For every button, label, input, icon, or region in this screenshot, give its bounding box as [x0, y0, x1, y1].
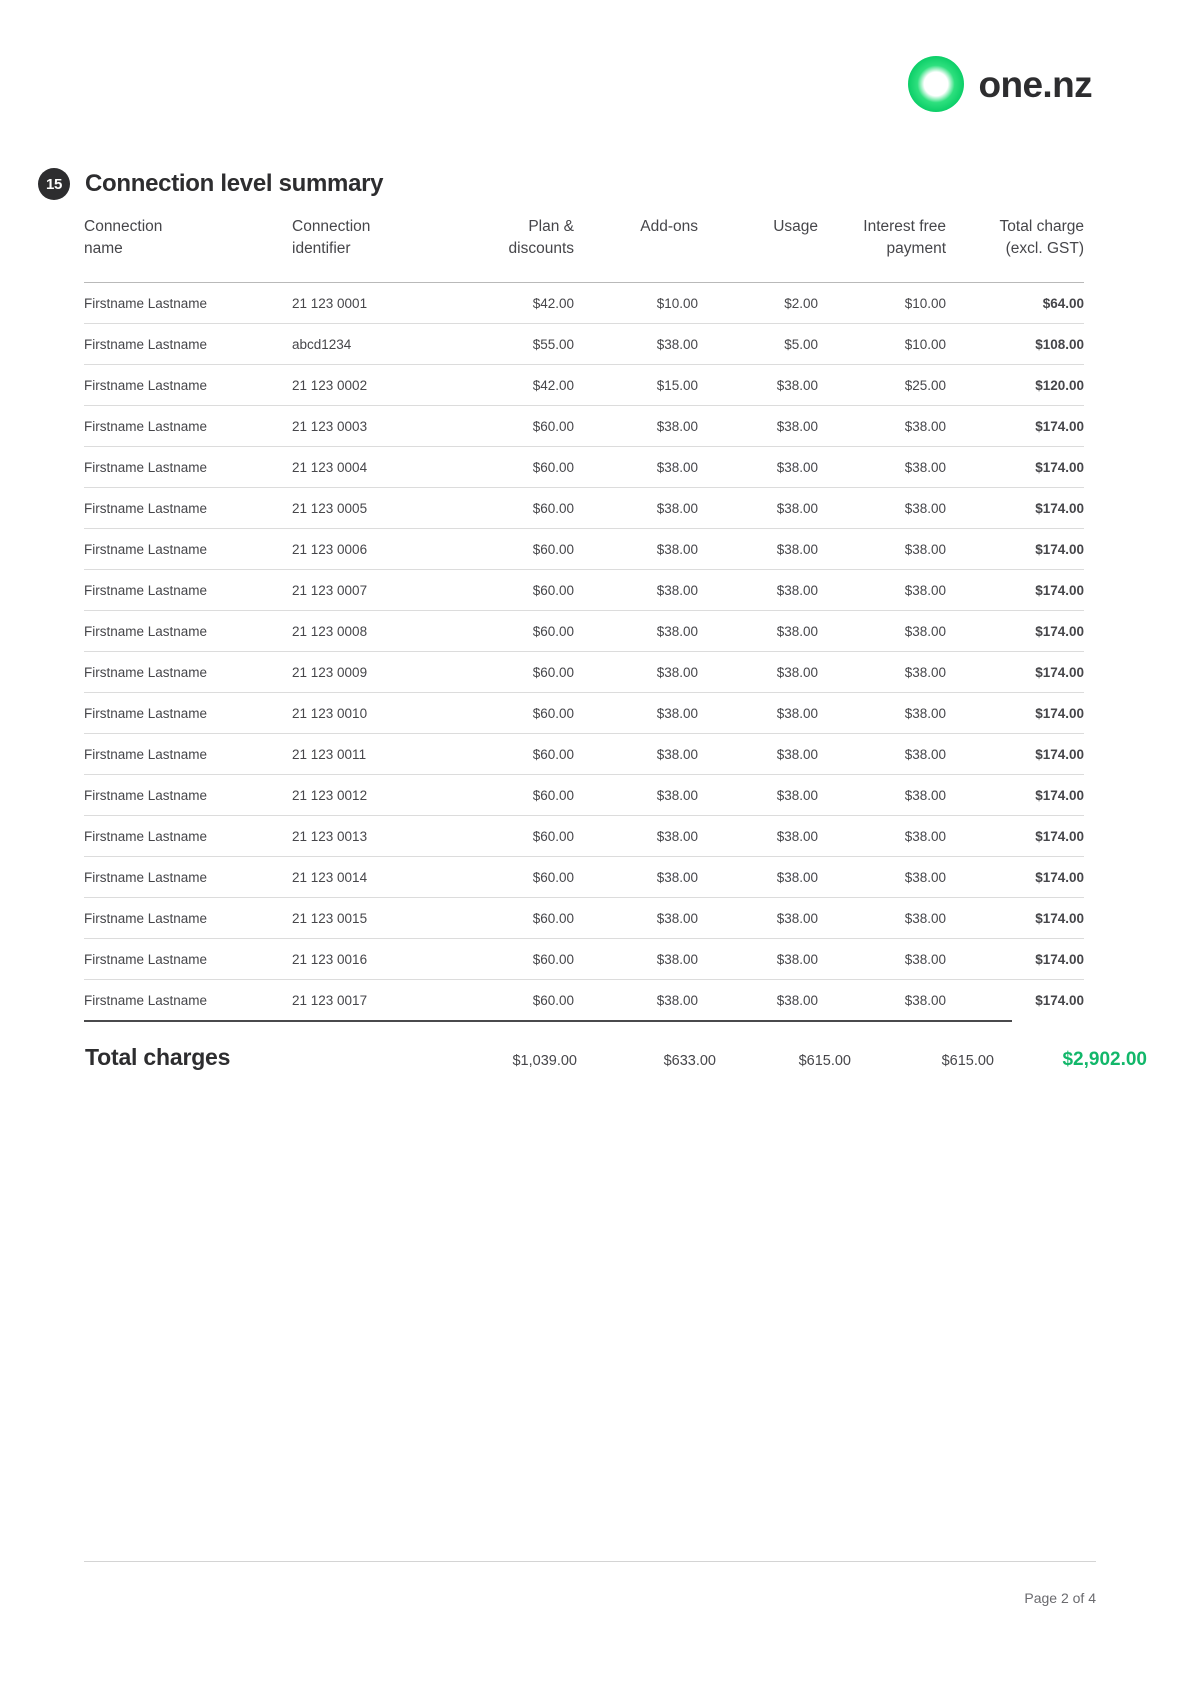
- column-header-line2: discounts: [508, 240, 574, 257]
- table-row: [84, 693, 1084, 734]
- cell-total: $174.00: [1035, 705, 1084, 721]
- cell-interest: $38.00: [904, 500, 946, 516]
- cell-addons: $38.00: [656, 500, 698, 516]
- cell-name: Firstname Lastname: [84, 295, 208, 311]
- cell-plan: $60.00: [532, 459, 574, 475]
- cell-name: Firstname Lastname: [84, 705, 208, 721]
- table-row: [84, 939, 1084, 980]
- cell-identifier: 21 123 0017: [292, 992, 368, 1008]
- cell-plan: $42.00: [532, 295, 574, 311]
- cell-plan: $60.00: [532, 582, 574, 598]
- cell-usage: $38.00: [776, 828, 818, 844]
- cell-identifier: 21 123 0002: [292, 377, 368, 393]
- cell-total: $174.00: [1035, 951, 1084, 967]
- cell-interest: $10.00: [904, 295, 946, 311]
- cell-addons: $38.00: [656, 541, 698, 557]
- cell-total: $174.00: [1035, 828, 1084, 844]
- cell-usage: $38.00: [776, 500, 818, 516]
- cell-name: Firstname Lastname: [84, 746, 208, 762]
- cell-interest: $38.00: [904, 828, 946, 844]
- cell-identifier: 21 123 0006: [292, 541, 368, 557]
- totals-usage: $615.00: [798, 1053, 851, 1069]
- connection-summary-table: [84, 216, 1084, 1020]
- table-row: [84, 898, 1084, 939]
- cell-total: $174.00: [1035, 418, 1084, 434]
- cell-identifier: 21 123 0012: [292, 787, 368, 803]
- totals-label: Total charges: [85, 1044, 231, 1070]
- cell-addons: $38.00: [656, 705, 698, 721]
- cell-name: Firstname Lastname: [84, 664, 208, 680]
- column-header-line1: Interest free: [863, 218, 946, 235]
- cell-interest: $38.00: [904, 869, 946, 885]
- cell-name: Firstname Lastname: [84, 459, 208, 475]
- cell-plan: $60.00: [532, 500, 574, 516]
- cell-plan: $60.00: [532, 992, 574, 1008]
- table-row: [84, 734, 1084, 775]
- cell-total: $120.00: [1035, 377, 1084, 393]
- table-row: [84, 488, 1084, 529]
- table-row: [84, 980, 1084, 1021]
- table-row: [84, 775, 1084, 816]
- table-row: [84, 816, 1084, 857]
- totals-grand-total: $2,902.00: [1062, 1049, 1147, 1070]
- cell-interest: $38.00: [904, 910, 946, 926]
- cell-identifier: 21 123 0003: [292, 418, 368, 434]
- cell-name: Firstname Lastname: [84, 541, 208, 557]
- cell-plan: $60.00: [532, 705, 574, 721]
- cell-total: $174.00: [1035, 664, 1084, 680]
- cell-usage: $38.00: [776, 459, 818, 475]
- cell-interest: $38.00: [904, 582, 946, 598]
- cell-identifier: 21 123 0016: [292, 951, 368, 967]
- cell-identifier: 21 123 0010: [292, 705, 368, 721]
- cell-addons: $38.00: [656, 582, 698, 598]
- cell-interest: $38.00: [904, 787, 946, 803]
- column-header-line1: Connection: [292, 218, 371, 235]
- cell-interest: $38.00: [904, 459, 946, 475]
- column-header-line1: Add-ons: [640, 218, 698, 235]
- cell-name: Firstname Lastname: [84, 336, 208, 352]
- cell-plan: $60.00: [532, 828, 574, 844]
- table-row: [84, 365, 1084, 406]
- cell-usage: $38.00: [776, 705, 818, 721]
- cell-plan: $60.00: [532, 951, 574, 967]
- cell-total: $174.00: [1035, 746, 1084, 762]
- cell-addons: $10.00: [656, 295, 698, 311]
- cell-name: Firstname Lastname: [84, 418, 208, 434]
- cell-name: Firstname Lastname: [84, 951, 208, 967]
- totals-addons: $633.00: [663, 1053, 716, 1069]
- column-header-line1: Plan &: [528, 218, 574, 235]
- column-header-plan-discounts: [452, 216, 574, 283]
- cell-identifier: 21 123 0009: [292, 664, 368, 680]
- cell-total: $174.00: [1035, 787, 1084, 803]
- totals-plan-discounts: $1,039.00: [512, 1053, 577, 1069]
- cell-total: $174.00: [1035, 459, 1084, 475]
- cell-addons: $15.00: [656, 377, 698, 393]
- cell-interest: $38.00: [904, 951, 946, 967]
- cell-identifier: 21 123 0001: [292, 295, 368, 311]
- cell-usage: $38.00: [776, 787, 818, 803]
- cell-total: $174.00: [1035, 541, 1084, 557]
- cell-plan: $60.00: [532, 869, 574, 885]
- table-row: [84, 406, 1084, 447]
- cell-identifier: 21 123 0014: [292, 869, 368, 885]
- connection-summary-table-wrapper: [84, 216, 1147, 1072]
- cell-interest: $25.00: [904, 377, 946, 393]
- cell-addons: $38.00: [656, 746, 698, 762]
- table-row: [84, 283, 1084, 324]
- cell-addons: $38.00: [656, 336, 698, 352]
- cell-plan: $60.00: [532, 418, 574, 434]
- cell-addons: $38.00: [656, 869, 698, 885]
- cell-usage: $38.00: [776, 418, 818, 434]
- cell-addons: $38.00: [656, 828, 698, 844]
- cell-plan: $60.00: [532, 541, 574, 557]
- cell-total: $174.00: [1035, 500, 1084, 516]
- footer-divider: [84, 1561, 1096, 1562]
- cell-addons: $38.00: [656, 664, 698, 680]
- column-header-line2: (excl. GST): [1005, 240, 1084, 257]
- column-header-addons: [574, 216, 698, 283]
- cell-interest: $38.00: [904, 992, 946, 1008]
- table-row: [84, 324, 1084, 365]
- table-row: [84, 857, 1084, 898]
- totals-interest-free-payment: $615.00: [941, 1053, 994, 1069]
- column-header-connection-identifier: [292, 216, 452, 283]
- brand-logo: [908, 56, 1092, 112]
- cell-addons: $38.00: [656, 418, 698, 434]
- cell-usage: $38.00: [776, 541, 818, 557]
- cell-identifier: 21 123 0005: [292, 500, 368, 516]
- cell-identifier: 21 123 0004: [292, 459, 368, 475]
- cell-usage: $38.00: [776, 992, 818, 1008]
- cell-name: Firstname Lastname: [84, 869, 208, 885]
- cell-identifier: 21 123 0013: [292, 828, 368, 844]
- cell-plan: $60.00: [532, 623, 574, 639]
- cell-plan: $42.00: [532, 377, 574, 393]
- cell-plan: $55.00: [532, 336, 574, 352]
- page-title: Connection level summary: [85, 170, 384, 197]
- cell-usage: $5.00: [784, 336, 818, 352]
- cell-usage: $38.00: [776, 664, 818, 680]
- cell-addons: $38.00: [656, 910, 698, 926]
- cell-addons: $38.00: [656, 992, 698, 1008]
- cell-identifier: 21 123 0008: [292, 623, 368, 639]
- totals-row: [84, 1022, 1147, 1072]
- cell-usage: $38.00: [776, 623, 818, 639]
- column-header-line2: name: [84, 240, 123, 257]
- table-row: [84, 652, 1084, 693]
- cell-interest: $38.00: [904, 664, 946, 680]
- cell-interest: $38.00: [904, 623, 946, 639]
- table-body: [84, 283, 1084, 1021]
- cell-interest: $38.00: [904, 705, 946, 721]
- section-header: [38, 168, 383, 200]
- cell-name: Firstname Lastname: [84, 623, 208, 639]
- column-header-connection-name: [84, 216, 292, 283]
- cell-usage: $38.00: [776, 951, 818, 967]
- column-header-total-charge: [946, 216, 1084, 283]
- table-row: [84, 529, 1084, 570]
- column-header-usage: [698, 216, 818, 283]
- cell-identifier: 21 123 0007: [292, 582, 368, 598]
- column-header-line1: Total charge: [999, 218, 1084, 235]
- cell-identifier: abcd1234: [292, 336, 352, 352]
- cell-usage: $38.00: [776, 377, 818, 393]
- table-row: [84, 611, 1084, 652]
- cell-usage: $38.00: [776, 869, 818, 885]
- cell-plan: $60.00: [532, 664, 574, 680]
- cell-name: Firstname Lastname: [84, 787, 208, 803]
- cell-name: Firstname Lastname: [84, 500, 208, 516]
- cell-interest: $38.00: [904, 418, 946, 434]
- cell-total: $64.00: [1042, 295, 1084, 311]
- cell-usage: $38.00: [776, 582, 818, 598]
- cell-interest: $38.00: [904, 746, 946, 762]
- column-header-line2: identifier: [292, 240, 351, 257]
- cell-identifier: 21 123 0011: [292, 746, 367, 762]
- cell-interest: $10.00: [904, 336, 946, 352]
- cell-total: $174.00: [1035, 869, 1084, 885]
- column-header-line2: payment: [886, 240, 946, 257]
- cell-total: $174.00: [1035, 910, 1084, 926]
- table-row: [84, 447, 1084, 488]
- cell-total: $174.00: [1035, 623, 1084, 639]
- table-header: [84, 216, 1084, 283]
- brand-name: one.nz: [978, 63, 1092, 105]
- cell-name: Firstname Lastname: [84, 992, 208, 1008]
- section-step-badge: 15: [38, 168, 70, 200]
- totals-table: [84, 1022, 1147, 1072]
- cell-addons: $38.00: [656, 623, 698, 639]
- cell-name: Firstname Lastname: [84, 910, 208, 926]
- cell-addons: $38.00: [656, 459, 698, 475]
- cell-identifier: 21 123 0015: [292, 910, 368, 926]
- cell-usage: $38.00: [776, 910, 818, 926]
- table-row: [84, 570, 1084, 611]
- column-header-line1: Connection: [84, 218, 163, 235]
- column-header-line1: Usage: [773, 218, 818, 235]
- cell-name: Firstname Lastname: [84, 377, 208, 393]
- cell-interest: $38.00: [904, 541, 946, 557]
- onenz-ring-logo-icon: [908, 56, 964, 112]
- cell-total: $174.00: [1035, 992, 1084, 1008]
- cell-addons: $38.00: [656, 787, 698, 803]
- cell-addons: $38.00: [656, 951, 698, 967]
- column-header-interest-free-payment: [818, 216, 946, 283]
- cell-plan: $60.00: [532, 787, 574, 803]
- cell-name: Firstname Lastname: [84, 828, 208, 844]
- cell-usage: $2.00: [784, 295, 818, 311]
- table-header-row: [84, 216, 1084, 283]
- cell-total: $174.00: [1035, 582, 1084, 598]
- cell-plan: $60.00: [532, 746, 574, 762]
- cell-usage: $38.00: [776, 746, 818, 762]
- cell-name: Firstname Lastname: [84, 582, 208, 598]
- cell-total: $108.00: [1035, 336, 1084, 352]
- cell-plan: $60.00: [532, 910, 574, 926]
- page-number: Page 2 of 4: [1024, 1590, 1096, 1606]
